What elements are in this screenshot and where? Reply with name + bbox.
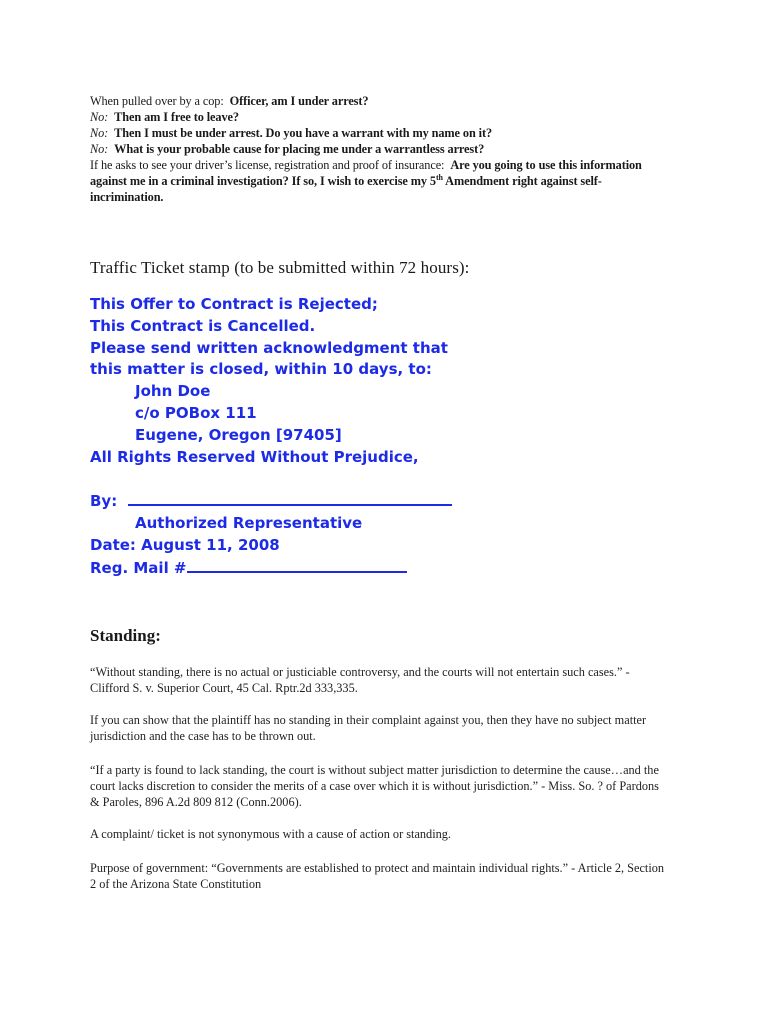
dialogue-line-3 [90,125,690,141]
standing-paragraph: “If a party is found to lack standing, the court is without subject matter jurisdiction to determine the cause…and the court lacks discretion to consider the merits of a case over which it is without jurisdiction.” - Miss. So. ? of Pardons & Paroles, 896 A.2d 809 812 (Conn.2006). [90,763,659,809]
standing-paragraph: A complaint/ ticket is not synonymous with a cause of action or standing. [90,827,451,841]
standing-paragraph: Purpose of government: “Governments are established to protect and maintain individual rights.” - Article 2, Section 2 of the Arizona State Constitution [90,861,665,891]
dialogue-question: Officer, am I under arrest? [229,94,369,108]
stamp-line: This Offer to Contract is Rejected; [90,295,378,313]
dialogue-question: What is your probable cause for placing me under a warrantless arrest? [114,142,485,156]
stamp-address-line: c/o POBox 111 [135,403,257,422]
dialogue-question: Then I must be under arrest. Do you have a warrant with my name on it? [114,126,493,140]
stamp-line: This Contract is Cancelled. [90,316,316,335]
dialogue-line-5 [90,157,655,205]
signature-blank-line [128,490,452,506]
traffic-stop-dialogue [90,93,690,205]
dialogue-context: When pulled over by a cop: [90,94,224,108]
stamp-spacer [90,468,452,490]
standing-heading: Standing: [90,626,161,645]
dialogue-answer: No: [90,142,109,156]
stamp-signature-row [90,490,452,513]
stamp-by-label: By: [90,492,118,511]
ticket-stamp-heading: Traffic Ticket stamp (to be submitted within 72 hours): [90,258,470,277]
dialogue-question: Are you going to use this information against me in a criminal investigation? If so, I wish to exercise my 5 [90,158,642,188]
stamp-reg-mail-row [90,557,452,580]
ticket-stamp-block [90,294,452,579]
dialogue-answer: No: [90,110,109,124]
stamp-line: Please send written acknowledgment that [90,338,448,357]
standing-paragraph: If you can show that the plaintiff has no standing in their complaint against you, then they have no subject matter jurisdiction and the case has to be thrown out. [90,713,647,743]
dialogue-line-1 [90,93,690,109]
dialogue-question: Then am I free to leave? [114,110,239,124]
stamp-line: this matter is closed, within 10 days, to: [90,360,432,379]
reg-mail-blank-line [187,557,407,573]
dialogue-line-4 [90,141,690,157]
dialogue-context: If he asks to see your driver’s license, registration and proof of insurance: [90,158,445,172]
stamp-address-line: Eugene, Oregon [97405] [135,425,342,444]
dialogue-line-2 [90,109,690,125]
superscript: th [435,172,443,182]
stamp-name: John Doe [135,382,211,401]
stamp-reg-mail-label: Reg. Mail # [90,558,187,577]
dialogue-question: Amendment right against self-incrimination. [90,174,602,204]
stamp-representative: Authorized Representative [135,513,363,532]
stamp-date: Date: August 11, 2008 [90,535,280,554]
stamp-rights: All Rights Reserved Without Prejudice, [90,447,419,466]
dialogue-answer: No: [90,126,109,140]
standing-paragraph: “Without standing, there is no actual or justiciable controversy, and the courts will not entertain such cases.” - Clifford S. v. Superior Court, 45 Cal. Rptr.2d 333,335. [90,665,630,695]
